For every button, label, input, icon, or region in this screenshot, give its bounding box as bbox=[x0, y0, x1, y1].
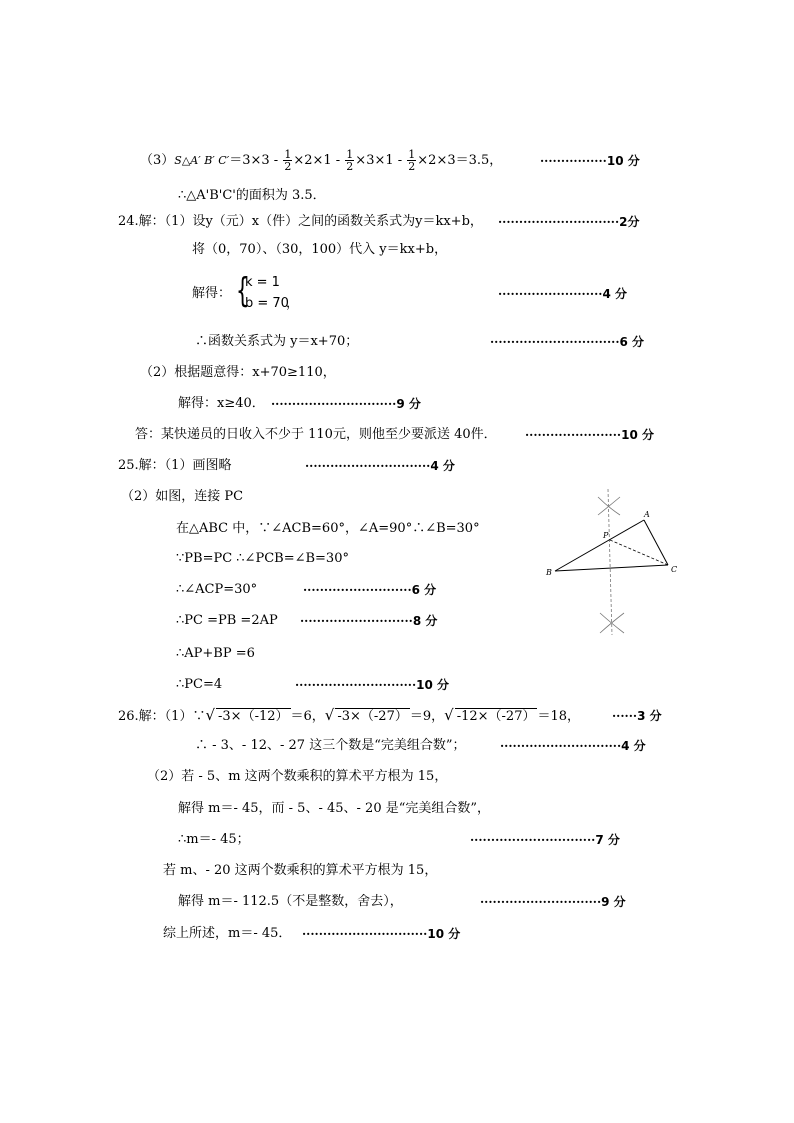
perpendicular-bisector bbox=[608, 489, 612, 635]
leader-dots: ······ bbox=[612, 709, 638, 723]
q24-system-eq-2: b = 70 bbox=[245, 296, 289, 311]
q25-head: 25.解：（1）画图略 bbox=[118, 458, 232, 473]
leader-dots: ····························· bbox=[500, 739, 622, 753]
q24-system-eq-1: k = 1 bbox=[245, 275, 280, 290]
label-b: B bbox=[546, 568, 552, 577]
result-2: ＝9， bbox=[409, 709, 445, 724]
fraction-1 bbox=[283, 149, 292, 172]
q26-case-2: 若 m、- 20 这两个数乘积的算术平方根为 15， bbox=[163, 863, 438, 878]
q26-perfect-combo: ∴ - 3、- 12、- 27 这三个数是“完美组合数”； bbox=[195, 738, 466, 753]
q26-score-7 bbox=[480, 893, 626, 911]
q24-score-7 bbox=[525, 426, 654, 444]
leader-dots: ····························· bbox=[498, 215, 620, 229]
segment-pc bbox=[610, 540, 668, 565]
q24-part2: （2）根据题意得：x+70≥110， bbox=[140, 365, 336, 380]
q26-head: 26.解：（1）∵ bbox=[118, 709, 206, 724]
score: 10 分 bbox=[427, 927, 461, 941]
q25-score-1 bbox=[305, 457, 455, 475]
fraction-2 bbox=[345, 149, 354, 172]
q26-summary-text: 综上所述，m＝- 45． bbox=[163, 926, 292, 941]
leader-dots: ····························· bbox=[480, 895, 602, 909]
area-symbol: S△A′ B′ C′ bbox=[174, 154, 230, 167]
leader-dots: ······························ bbox=[470, 833, 596, 847]
side-ba bbox=[555, 520, 644, 571]
label-p: P bbox=[603, 531, 609, 540]
label-a: A bbox=[644, 510, 650, 519]
q25-ap-bp: ∴AP+BP =6 bbox=[176, 646, 255, 661]
triangle-figure bbox=[540, 485, 690, 645]
q24-substitute: 将（0，70）、（30，100）代入 y＝kx+b， bbox=[192, 242, 448, 257]
leader-dots: ······························· bbox=[490, 335, 620, 349]
score: 7 分 bbox=[595, 833, 620, 847]
q25-pb-pc: ∵PB=PC ∴∠PCB=∠B=30° bbox=[176, 551, 349, 566]
sqrt-icon: √ bbox=[324, 706, 335, 724]
q24-score-3 bbox=[490, 333, 644, 351]
q24-score-6 bbox=[271, 395, 421, 413]
score: 10 分 bbox=[416, 678, 450, 692]
q24-system-end: ， bbox=[286, 296, 300, 311]
term-3: ×2×3＝3.5， bbox=[417, 153, 503, 168]
leader-dots: ················ bbox=[540, 154, 607, 168]
frac-num: 1 bbox=[284, 148, 292, 161]
score: 9 分 bbox=[396, 397, 421, 411]
score: 2分 bbox=[619, 215, 640, 229]
frac-den: 2 bbox=[408, 160, 416, 173]
leader-dots: ······················· bbox=[525, 428, 622, 442]
q25-score-8 bbox=[295, 676, 449, 694]
q25-pc-pb: ∴PC =PB =2AP bbox=[176, 613, 278, 628]
leader-dots: ······························ bbox=[271, 397, 397, 411]
q26-score-8 bbox=[302, 925, 460, 943]
sqrt-icon: √ bbox=[205, 706, 216, 724]
score: 4 分 bbox=[430, 459, 455, 473]
q24-solve-label: 解得： bbox=[192, 286, 232, 301]
q24-solve: 解得：x≥40． bbox=[178, 396, 265, 411]
eq-start: ＝3×3 - bbox=[229, 153, 283, 168]
result-1: ＝6， bbox=[290, 709, 325, 724]
result-3: ＝18， bbox=[537, 709, 581, 724]
part3-conclusion: ∴△A'B'C'的面积为 3.5． bbox=[178, 188, 326, 203]
frac-den: 2 bbox=[284, 160, 292, 173]
q24-answer: 答：某快递员的日收入不少于 110元，则他至少要派送 40件． bbox=[135, 427, 497, 442]
q26-score-1 bbox=[612, 707, 662, 725]
score: 3 分 bbox=[637, 709, 662, 723]
brace-icon: { bbox=[236, 271, 249, 311]
score: 10 分 bbox=[606, 154, 640, 168]
q26-part2: （2）若 - 5、m 这两个数乘积的算术平方根为 15， bbox=[147, 769, 448, 784]
score: 4 分 bbox=[602, 287, 627, 301]
q26-head-line bbox=[118, 706, 580, 726]
frac-num: 1 bbox=[346, 148, 354, 161]
leader-dots: ······························ bbox=[302, 927, 428, 941]
q25-pc: ∴PC=4 bbox=[176, 677, 223, 692]
q25-score-5 bbox=[303, 581, 436, 599]
side-ac bbox=[644, 520, 668, 565]
q25-angles: 在△ABC 中，∵∠ACB=60°，∠A=90°∴∠B=30° bbox=[176, 521, 480, 536]
score: 9 分 bbox=[601, 895, 626, 909]
radicand-3: -12×（-27） bbox=[456, 709, 536, 724]
q26-summary bbox=[163, 925, 291, 943]
score: 8 分 bbox=[412, 614, 438, 628]
score: 6 分 bbox=[619, 335, 645, 349]
q26-score-5 bbox=[470, 831, 620, 849]
leader-dots: ························· bbox=[498, 287, 603, 301]
leader-dots: ······························ bbox=[305, 459, 431, 473]
fraction-3 bbox=[407, 149, 416, 172]
part3-score-line bbox=[540, 152, 640, 170]
score: 4 分 bbox=[621, 739, 646, 753]
leader-dots: ·························· bbox=[303, 583, 412, 597]
q26-solve-2: 解得 m＝- 112.5（不是整数，舍去）， bbox=[178, 894, 403, 909]
score: 6 分 bbox=[411, 583, 437, 597]
part3-label: （3） bbox=[140, 153, 175, 168]
q24-function: ∴函数关系式为 y＝x+70； bbox=[195, 334, 359, 349]
side-bc bbox=[555, 565, 668, 571]
sqrt-icon: √ bbox=[444, 706, 454, 724]
frac-num: 1 bbox=[408, 148, 416, 161]
q24-head: 24.解：（1）设y（元）x（件）之间的函数关系式为y＝kx+b， bbox=[118, 214, 483, 229]
radicand-1: -3×（-12） bbox=[218, 709, 289, 724]
label-c: C bbox=[671, 565, 678, 574]
q24-score-1 bbox=[498, 213, 640, 231]
q26-solve-1: 解得 m＝- 45，而 - 5、- 45、- 20 是“完美组合数”， bbox=[178, 801, 491, 816]
term-2: ×3×1 - bbox=[355, 153, 407, 168]
radicand-2: -3×（-27） bbox=[337, 709, 408, 724]
q26-m-value: ∴m＝- 45； bbox=[178, 832, 250, 847]
q25-score-6 bbox=[300, 612, 437, 630]
leader-dots: ··························· bbox=[300, 614, 413, 628]
term-1: ×2×1 - bbox=[293, 153, 345, 168]
part3-area-line bbox=[140, 147, 502, 175]
frac-den: 2 bbox=[346, 160, 354, 173]
score: 10 分 bbox=[621, 428, 654, 442]
leader-dots: ····························· bbox=[295, 678, 417, 692]
q25-part2: （2）如图，连接 PC bbox=[121, 489, 244, 504]
q24-score-2 bbox=[498, 285, 627, 303]
q26-score-2 bbox=[500, 737, 646, 755]
q25-acp: ∴∠ACP=30° bbox=[176, 582, 258, 597]
